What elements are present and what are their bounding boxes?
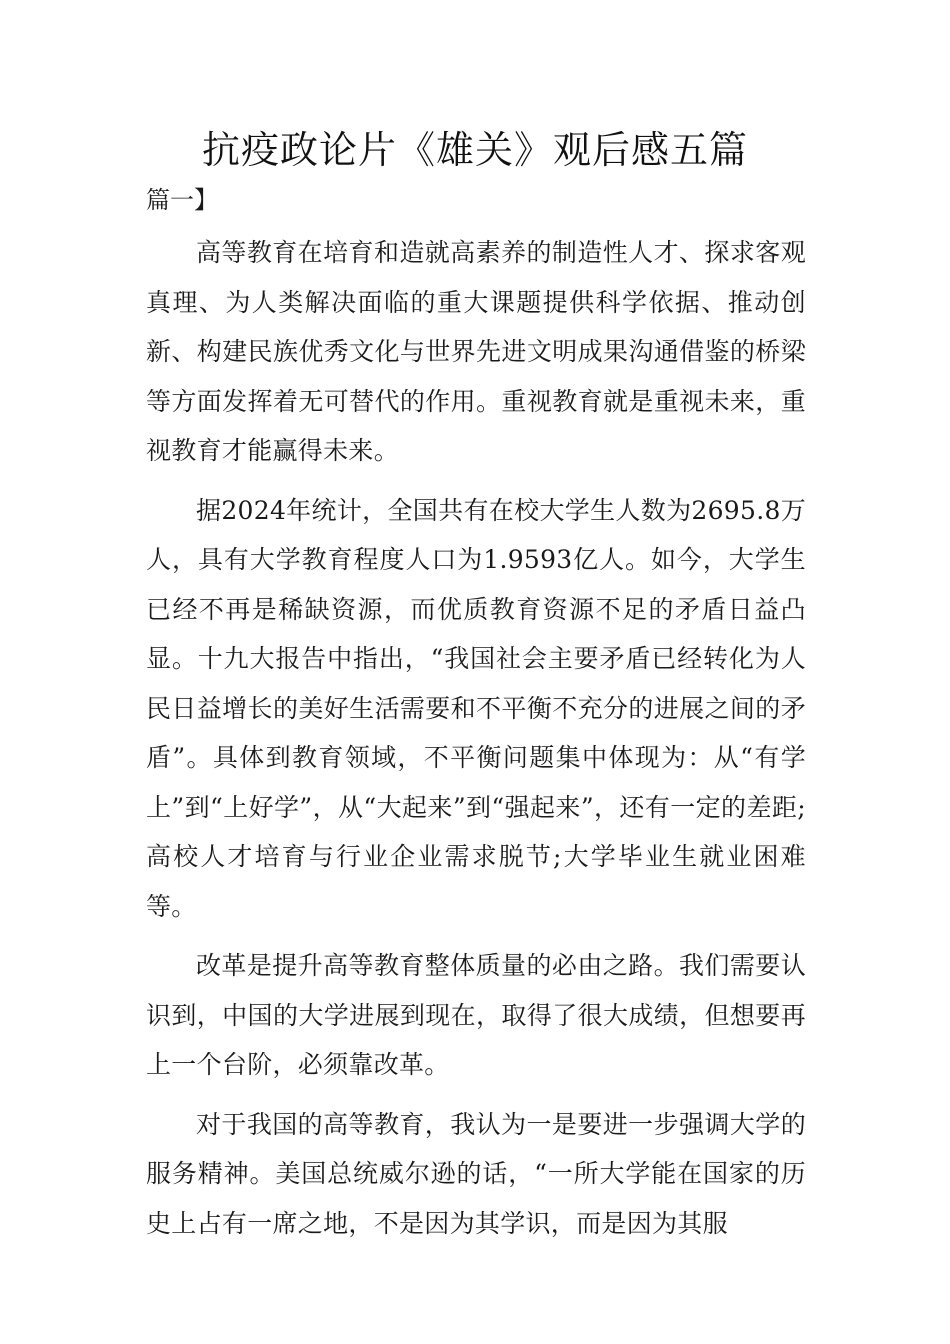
document-body <box>146 228 806 1258</box>
paragraph: 据2024年统计，全国共有在校大学生人数为2695.8万人，具有大学教育程度人口为1.9593亿人。如今，大学生已经不再是稀缺资源，而优质教育资源不足的矛盾日益凸显。十九大报告中指出，“我国社会主要矛盾已经转化为人民日益增长的美好生活需要和不平衡不充分的进展之间的矛盾”。具体到教育领域，不平衡问题集中体现为：从“有学上”到“上好学”，从“大起来”到“强起来”，还有一定的差距;高校人才培育与行业企业需求脱节;大学毕业生就业困难等。 <box>146 495 806 921</box>
paragraph: 对于我国的高等教育，我认为一是要进一步强调大学的服务精神。美国总统威尔逊的话，“一所大学能在国家的历史上占有一席之地，不是因为其学识，而是因为其服 <box>146 1109 806 1238</box>
paragraph: 高等教育在培育和造就高素养的制造性人才、探求客观真理、为人类解决面临的重大课题提供科学依据、推动创新、构建民族优秀文化与世界先进文明成果沟通借鉴的桥梁等方面发挥着无可替代的作用。重视教育就是重视未来，重视教育才能赢得未来。 <box>146 238 806 465</box>
section-label: 篇一】 <box>146 186 218 214</box>
document-title: 抗疫政论片《雄关》观后感五篇 <box>201 128 748 172</box>
paragraph: 改革是提升高等教育整体质量的必由之路。我们需要认识到，中国的大学进展到现在，取得了很大成绩，但想要再上一个台阶，必须靠改革。 <box>146 951 806 1079</box>
